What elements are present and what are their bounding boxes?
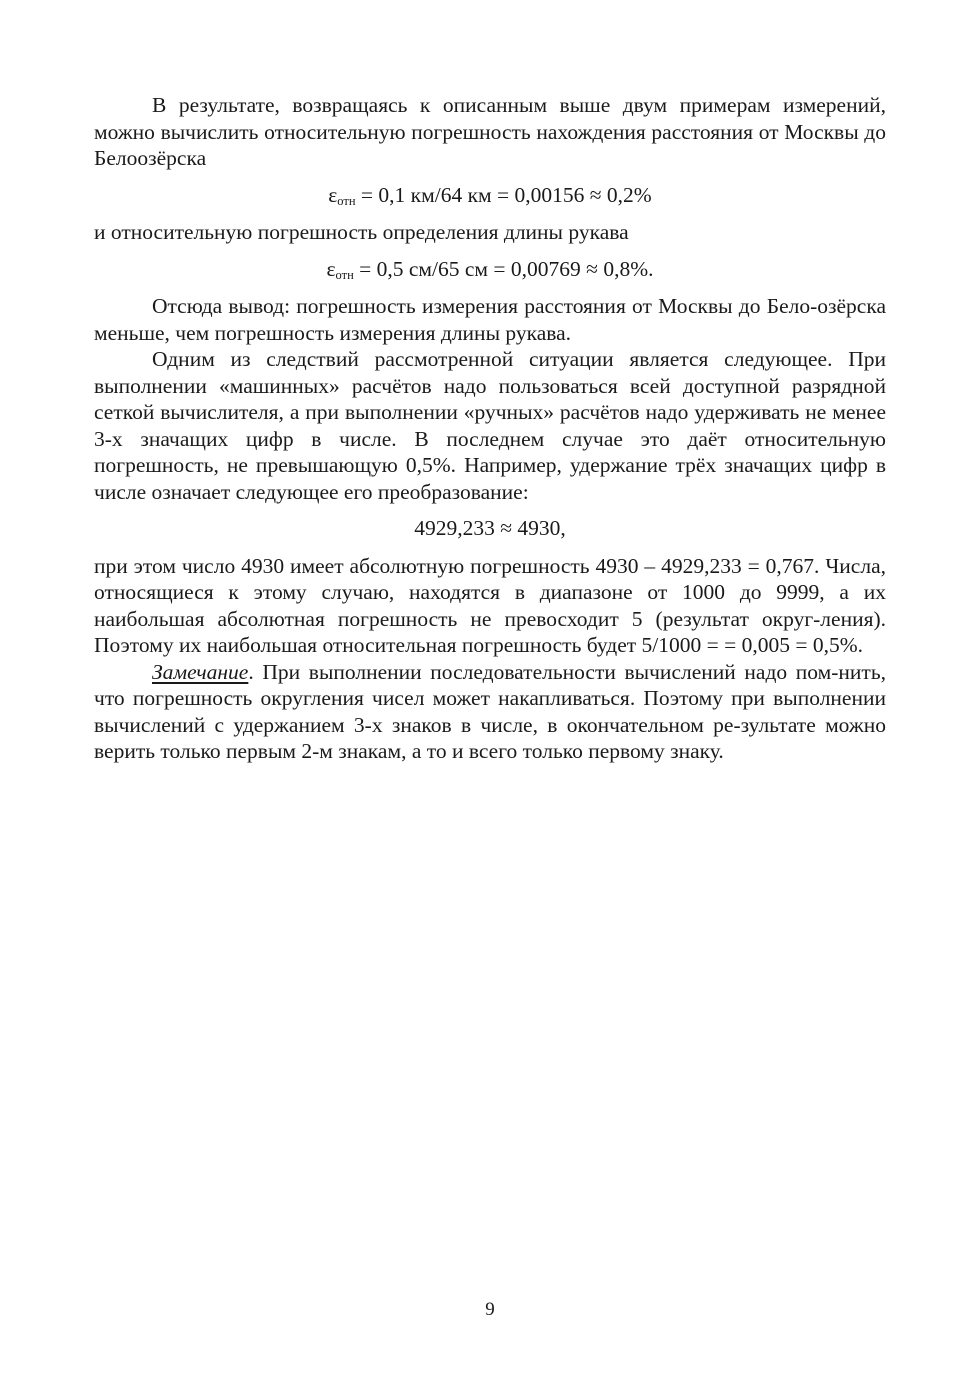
- page-number: 9: [485, 1299, 495, 1320]
- paragraph-intro: В результате, возвращаясь к описанным выше двум примерам измерений, можно вычислить относительную погрешность нахождения расстояния от Москвы до Белоозёрска: [94, 93, 886, 170]
- epsilon-symbol: ε: [328, 182, 338, 207]
- formula-sleeve-error: [94, 246, 886, 294]
- subscript-otn: отн: [337, 193, 356, 208]
- paragraph-sleeve: и относительную погрешность определения длины рукава: [94, 220, 629, 244]
- paragraph-consequence: Одним из следствий рассмотренной ситуации является следующее. При выполнении «машинных» расчётов надо пользоваться всей доступной разрядной сеткой вычислителя, а при выполнении «ручных» расчётов надо удерживать не менее 3-х значащих цифр в числе. В последнем случае это даёт относительную погрешность, не превышающую 0,5%. Например, удержание трёх значащих цифр в числе означает следующее его преобразование:: [94, 347, 886, 504]
- remark-label: Замечание: [152, 659, 249, 684]
- subscript-otn: отн: [335, 267, 354, 282]
- formula-rounding: 4929,233 ≈ 4930,: [414, 516, 566, 540]
- remark-text: . При выполнении последовательности вычислений надо пом-нить, что погрешность округления чисел может накапливаться. Поэтому при выполнении вычислений с удержанием 3-х знаков в числе, в окончательном ре-зультате можно верить только первым 2-м знакам, а то и всего только первому знаку.: [94, 659, 886, 763]
- epsilon-symbol: ε: [326, 256, 336, 281]
- paragraph-absolute-error: при этом число 4930 имеет абсолютную погрешность 4930 – 4929,233 = 0,767. Числа, относящиеся к этому случаю, находятся в диапазоне от 1000 до 9999, а их наибольшая абсолютная погрешность не превосходит 5 (результат округ-ления). Поэтому их наибольшая относительная погрешность будет 5/1000 = = 0,005 = 0,5%.: [94, 553, 886, 657]
- formula-expression: = 0,1 км/64 км = 0,00156 ≈ 0,2%: [355, 182, 652, 207]
- formula-expression: = 0,5 см/65 см = 0,00769 ≈ 0,8%.: [353, 256, 654, 281]
- formula-distance-error: [94, 172, 886, 220]
- page-body: [94, 92, 886, 765]
- paragraph-conclusion: Отсюда вывод: погрешность измерения расстояния от Москвы до Бело-озёрска меньше, чем погрешность измерения длины рукава.: [94, 294, 886, 345]
- paragraph-remark: [94, 659, 886, 765]
